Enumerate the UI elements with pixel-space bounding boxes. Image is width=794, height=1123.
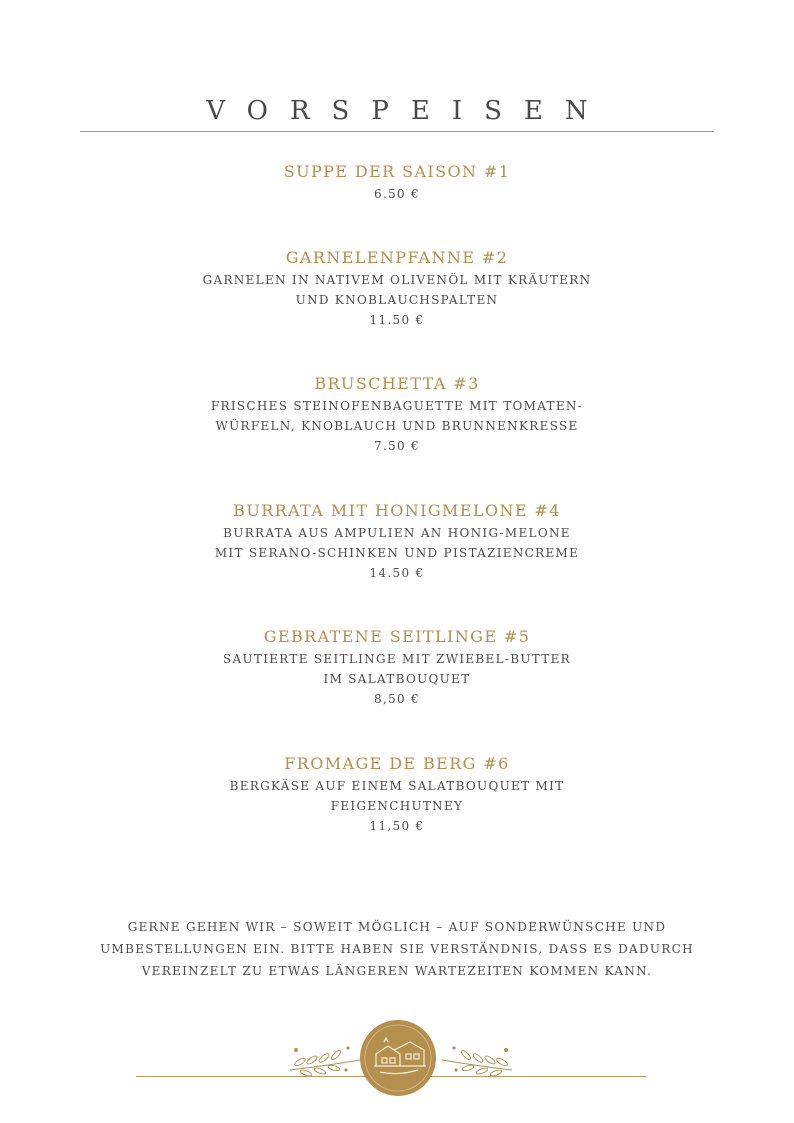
item-description: GARNELEN IN NATIVEM OLIVENÖL MIT KRÄUTERN xyxy=(202,273,592,287)
menu-item xyxy=(0,501,794,583)
item-description: FEIGENCHUTNEY xyxy=(330,799,464,813)
item-name: GEBRATENE SEITLINGE #5 xyxy=(263,627,531,646)
item-name: SUPPE DER SAISON #1 xyxy=(283,162,511,181)
laurel-left-icon xyxy=(288,1040,362,1076)
item-price: 11.50 € xyxy=(369,313,425,327)
note-line: GERNE GEHEN WIR – SOWEIT MÖGLICH – AUF SONDERWÜNSCHE UND xyxy=(127,920,667,934)
item-price: 6.50 € xyxy=(374,187,420,201)
item-description: MIT SERANO-SCHINKEN UND PISTAZIENCREME xyxy=(214,546,580,560)
item-price: 7.50 € xyxy=(374,439,420,453)
item-price: 14.50 € xyxy=(369,566,425,580)
page-title: VORSPEISEN xyxy=(206,96,610,126)
item-description: SAUTIERTE SEITLINGE MIT ZWIEBEL-BUTTER xyxy=(223,652,571,666)
item-name: GARNELENPFANNE #2 xyxy=(285,248,509,267)
menu-item xyxy=(0,627,794,709)
item-description: BERGKÄSE AUF EINEM SALATBOUQUET MIT xyxy=(229,779,565,793)
item-price: 11,50 € xyxy=(369,819,425,833)
note-line: UMBESTELLUNGEN EIN. BITTE HABEN SIE VERSTÄNDNIS, DASS ES DADURCH xyxy=(100,942,694,956)
item-name: BURRATA MIT HONIGMELONE #4 xyxy=(233,501,561,520)
menu-item xyxy=(0,374,794,456)
title-divider xyxy=(80,131,714,132)
house-emblem-icon xyxy=(360,1020,436,1096)
menu-item xyxy=(0,754,794,836)
item-description: BURRATA AUS AMPULIEN AN HONIG-MELONE xyxy=(223,526,571,540)
note-line: VEREINZELT ZU ETWAS LÄNGEREN WARTEZEITEN KOMMEN KANN. xyxy=(141,964,653,978)
item-name: BRUSCHETTA #3 xyxy=(314,374,480,393)
item-price: 8,50 € xyxy=(374,692,420,706)
menu-item xyxy=(0,162,794,204)
item-name: FROMAGE DE BERG #6 xyxy=(284,754,510,773)
laurel-right-icon xyxy=(440,1040,514,1076)
menu-item xyxy=(0,248,794,330)
item-description: IM SALATBOUQUET xyxy=(323,672,471,686)
special-requests-note xyxy=(97,916,697,982)
item-description: UND KNOBLAUCHSPALTEN xyxy=(295,293,499,307)
item-description: WÜRFELN, KNOBLAUCH UND BRUNNENKRESSE xyxy=(215,419,579,433)
item-description: FRISCHES STEINOFENBAGUETTE MIT TOMATEN- xyxy=(210,399,584,413)
